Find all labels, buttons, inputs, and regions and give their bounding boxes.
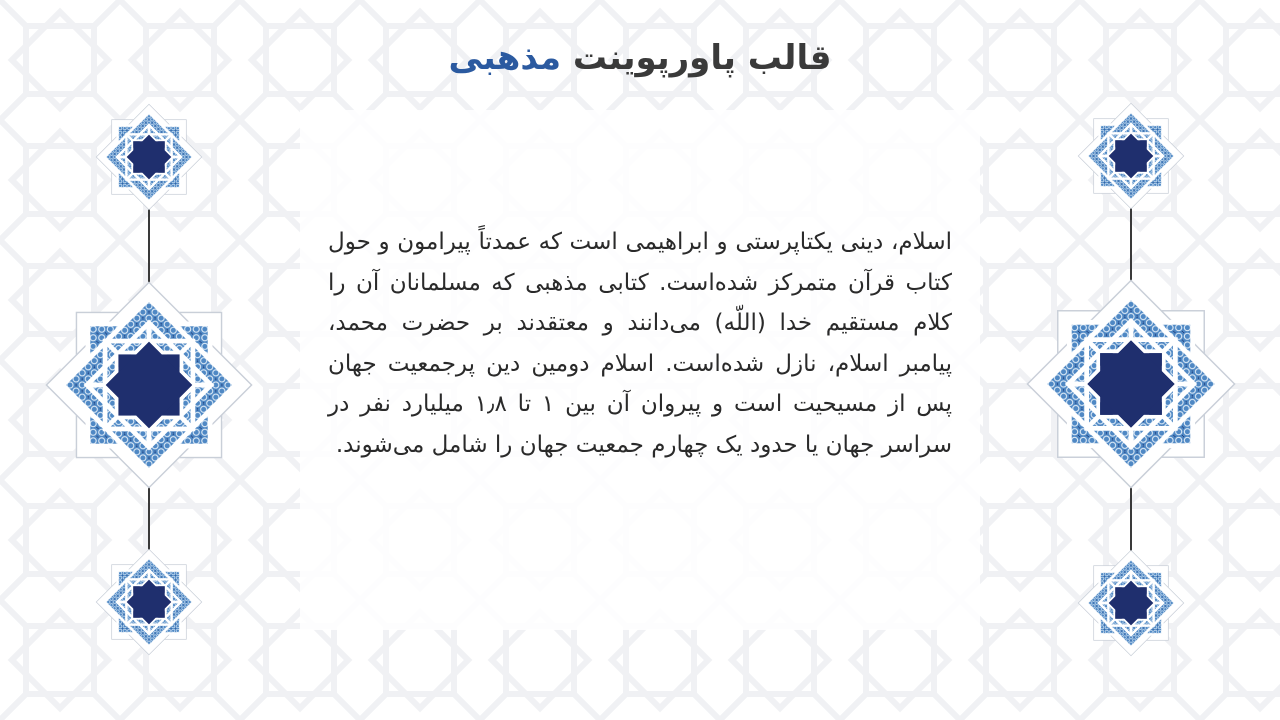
left-chain-upper xyxy=(148,205,150,285)
left-middle-rosette-icon xyxy=(44,280,254,490)
slide-title xyxy=(0,38,1280,78)
slide-title-accent: مذهبی xyxy=(448,38,562,78)
right-bottom-rosette-icon xyxy=(1077,549,1185,657)
left-top-rosette-icon xyxy=(95,103,203,211)
right-middle-rosette-icon xyxy=(1025,278,1237,490)
right-chain-upper xyxy=(1130,205,1132,285)
left-bottom-rosette-icon xyxy=(95,548,203,656)
slide-title-main: قالب پاورپوینت xyxy=(572,38,832,78)
right-chain-lower xyxy=(1130,485,1132,555)
right-top-rosette-icon xyxy=(1077,102,1185,210)
body-paragraph: اسلام، دینی یکتاپرستی و ابراهیمی است که عمدتاً پیرامون و حول کتاب قرآن متمرکز شده‌است. کتابی مذهبی که مسلمانان آن را کلام مستقیم خدا (اللّه) می‌دانند و معتقدند بر حضرت محمد، پیامبر اسلام، نازل شده‌است. اسلام دومین دین پرجمعیت جهان پس از مسیحیت است و پیروان آن بین ۱ تا ۱٫۸ میلیارد نفر در سراسر جهان یا حدود یک چهارم جمعیت جهان را شامل می‌شوند. xyxy=(328,229,953,458)
